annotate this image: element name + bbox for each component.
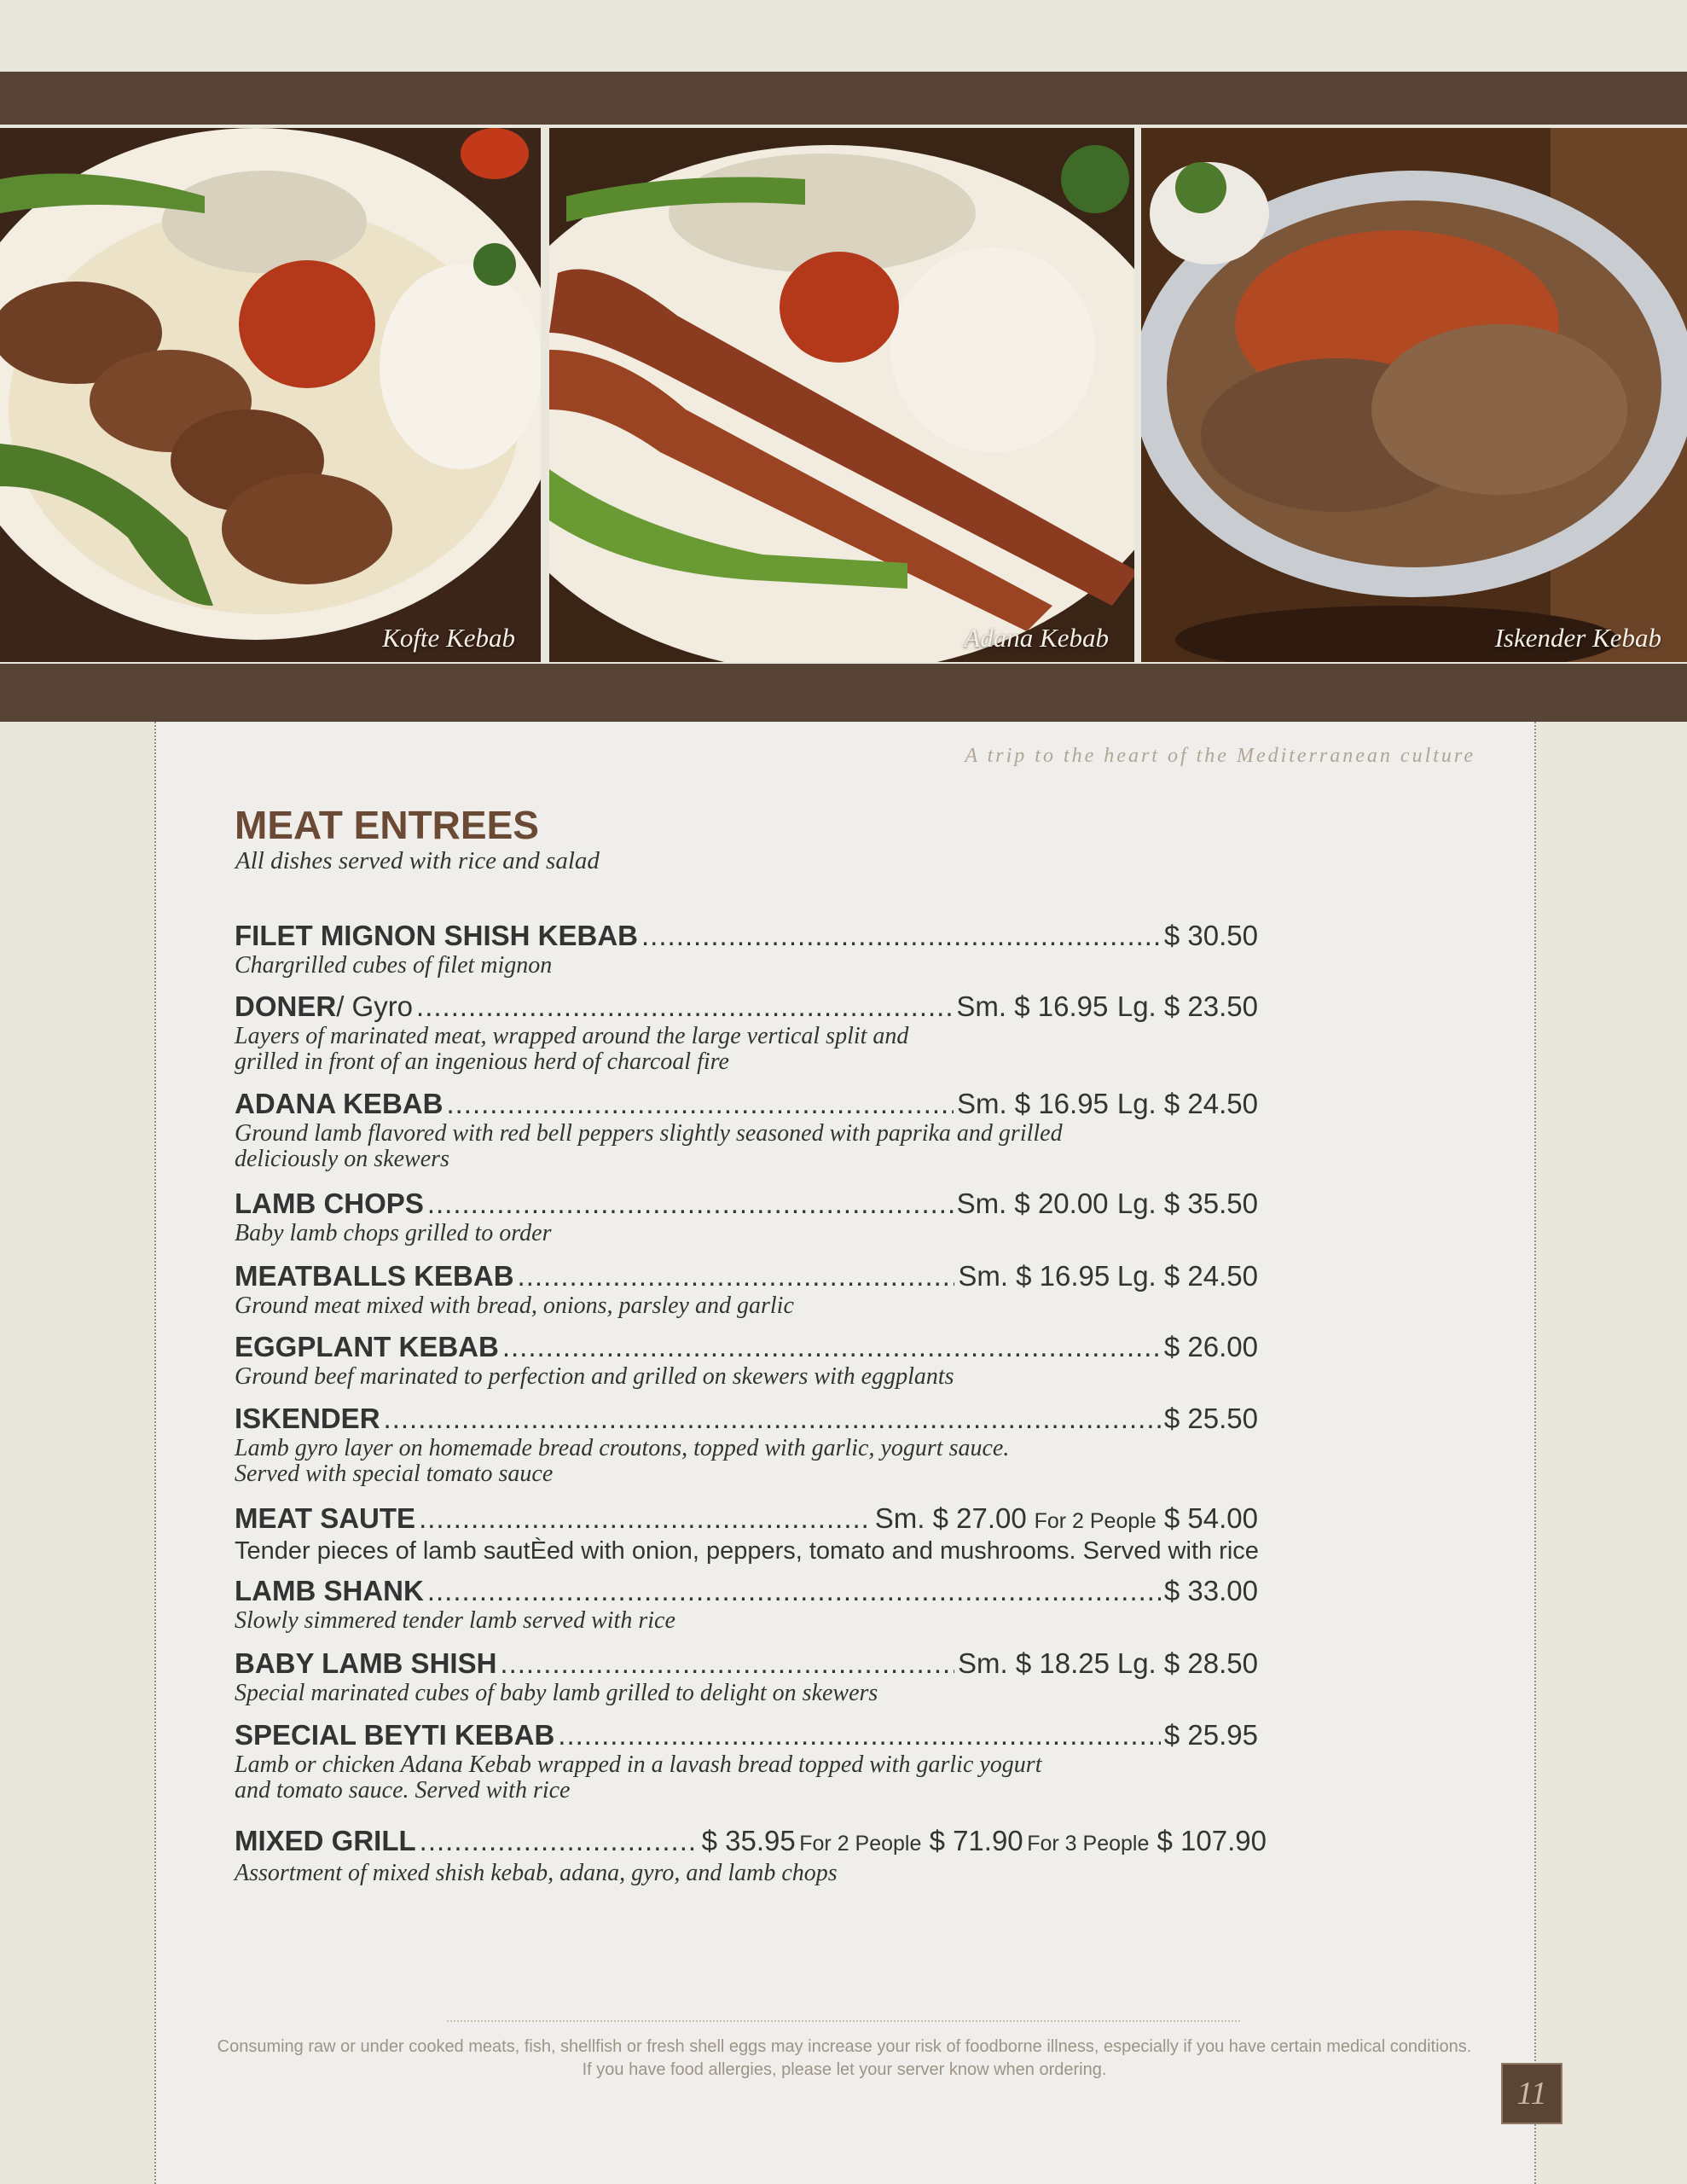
item-name: ADANA KEBAB: [235, 1088, 443, 1119]
item-name: MIXED GRILL: [235, 1825, 416, 1856]
item-for-2-price: $ 54.00: [1163, 1502, 1258, 1534]
item-name: SPECIAL BEYTI KEBAB: [235, 1719, 555, 1751]
leader-dots: [446, 1087, 954, 1121]
item-price-large: Lg. $ 24.50: [1116, 1260, 1258, 1292]
item-for-3-label: For 3 People: [1027, 1832, 1150, 1856]
item-price-small: Sm. $ 20.00: [956, 1188, 1109, 1219]
item-price-small: Sm. $ 16.95: [956, 1088, 1109, 1119]
item-description: Slowly simmered tender lamb served with rice: [235, 1607, 675, 1634]
menu-item-lamb-chops: [235, 1187, 1292, 1246]
item-description: Assortment of mixed shish kebab, adana, gyro, and lamb chops: [235, 1860, 838, 1886]
tagline: A trip to the heart of the Mediterranean culture: [965, 745, 1475, 767]
menu-item-doner: [235, 990, 1292, 1075]
leader-dots: [384, 1402, 1161, 1436]
item-name: MEAT SAUTE: [235, 1502, 416, 1534]
menu-item-special-beyti-kebab: [235, 1718, 1292, 1804]
item-description: Chargrilled cubes of filet mignon: [235, 952, 553, 979]
leader-dots: [427, 1574, 1161, 1608]
item-price-large: Lg. $ 23.50: [1116, 990, 1258, 1022]
item-description: Ground beef marinated to perfection and grilled on skewers with eggplants: [235, 1363, 954, 1390]
leader-dots: [502, 1330, 1161, 1364]
item-description-2: and tomato sauce. Served with rice: [235, 1777, 571, 1804]
leader-dots: [558, 1718, 1161, 1752]
menu-item-lamb-shank: [235, 1574, 1292, 1634]
menu-item-adana-kebab: [235, 1087, 1292, 1172]
item-name-extra: / Gyro: [336, 990, 414, 1022]
leader-dots: [641, 919, 1161, 953]
item-price-large: Lg. $ 24.50: [1116, 1088, 1258, 1119]
item-name: LAMB CHOPS: [235, 1188, 424, 1219]
section-subtitle: All dishes served with rice and salad: [235, 847, 600, 874]
item-price: $ 25.95: [1163, 1719, 1258, 1751]
item-description-2: deliciously on skewers: [235, 1146, 449, 1172]
item-description: Lamb or chicken Adana Kebab wrapped in a lavash bread topped with garlic yogurt: [235, 1751, 1042, 1778]
item-for-3-price: $ 107.90: [1157, 1825, 1267, 1856]
photo-iskender-kebab: [1141, 128, 1687, 662]
menu-item-eggplant-kebab: [235, 1330, 1292, 1390]
item-name: FILET MIGNON SHISH KEBAB: [235, 920, 639, 951]
item-description: Layers of marinated meat, wrapped around the large vertical split and: [235, 1023, 909, 1049]
leader-dots: [416, 990, 953, 1024]
item-for-2-label: For 2 People: [1034, 1509, 1157, 1533]
item-price-large: Lg. $ 28.50: [1116, 1647, 1258, 1679]
section-title: MEAT ENTREES: [235, 803, 539, 847]
item-price: $ 30.50: [1163, 920, 1258, 951]
item-price: $ 26.00: [1163, 1331, 1258, 1362]
photo-caption: Kofte Kebab: [382, 623, 515, 653]
item-description: Ground meat mixed with bread, onions, parsley and garlic: [235, 1292, 794, 1319]
item-for-2-price: $ 71.90: [929, 1825, 1023, 1856]
leader-dots: [427, 1187, 954, 1221]
leader-dots: [419, 1502, 872, 1536]
menu-item-meatballs-kebab: [235, 1259, 1292, 1319]
menu-item-mixed-grill: [235, 1824, 1292, 1886]
food-safety-disclaimer: [205, 2036, 1484, 2082]
item-price-small: Sm. $ 27.00: [874, 1502, 1027, 1534]
leader-dots: [500, 1647, 954, 1681]
item-for-2-label: For 2 People: [799, 1832, 922, 1856]
menu-item-baby-lamb-shish: [235, 1647, 1292, 1706]
item-description: Ground lamb flavored with red bell peppers slightly seasoned with paprika and grilled: [235, 1120, 1063, 1147]
item-name: LAMB SHANK: [235, 1575, 424, 1606]
item-name: EGGPLANT KEBAB: [235, 1331, 499, 1362]
photo-kofte-kebab: [0, 128, 541, 662]
page-number: 11: [1501, 2063, 1562, 2124]
item-price-small: Sm. $ 16.95: [956, 990, 1109, 1022]
leader-dots: [518, 1259, 955, 1293]
photo-caption: Adana Kebab: [964, 623, 1109, 653]
disclaimer-line-2: If you have food allergies, please let your server know when ordering.: [582, 2060, 1107, 2079]
item-price: $ 35.95: [701, 1825, 796, 1856]
item-description: Baby lamb chops grilled to order: [235, 1220, 552, 1246]
item-price-small: Sm. $ 16.95: [958, 1260, 1110, 1292]
item-price-large: Lg. $ 35.50: [1116, 1188, 1258, 1219]
item-description-2: Served with special tomato sauce: [235, 1461, 554, 1487]
menu-item-meat-saute: [235, 1502, 1292, 1564]
item-name: MEATBALLS KEBAB: [235, 1260, 514, 1292]
item-description: Special marinated cubes of baby lamb grilled to delight on skewers: [235, 1680, 878, 1706]
item-name: DONER: [235, 990, 337, 1022]
top-band: [0, 72, 1687, 125]
item-name: BABY LAMB SHISH: [235, 1647, 497, 1679]
item-name: ISKENDER: [235, 1403, 380, 1434]
item-description: Lamb gyro layer on homemade bread croutons, topped with garlic, yogurt sauce.: [235, 1435, 1010, 1461]
item-price: $ 33.00: [1163, 1575, 1258, 1606]
footer-divider: [447, 2020, 1240, 2022]
bottom-band: [0, 664, 1687, 722]
item-description: Tender pieces of lamb sautÈed with onion, peppers, tomato and mushrooms. Served with rice: [235, 1537, 1259, 1565]
leader-dots: [420, 1824, 699, 1858]
disclaimer-line-1: Consuming raw or under cooked meats, fish, shellfish or fresh shell eggs may increase your risk of foodborne illness, especially if you have certain medical conditions.: [217, 2037, 1472, 2056]
menu-item-filet-mignon: [235, 919, 1292, 979]
menu-item-iskender: [235, 1402, 1292, 1487]
photo-adana-kebab: [549, 128, 1134, 662]
item-price: $ 25.50: [1163, 1403, 1258, 1434]
photo-caption: Iskender Kebab: [1494, 623, 1661, 653]
item-description-2: grilled in front of an ingenious herd of charcoal fire: [235, 1048, 729, 1075]
item-price-small: Sm. $ 18.25: [958, 1647, 1110, 1679]
